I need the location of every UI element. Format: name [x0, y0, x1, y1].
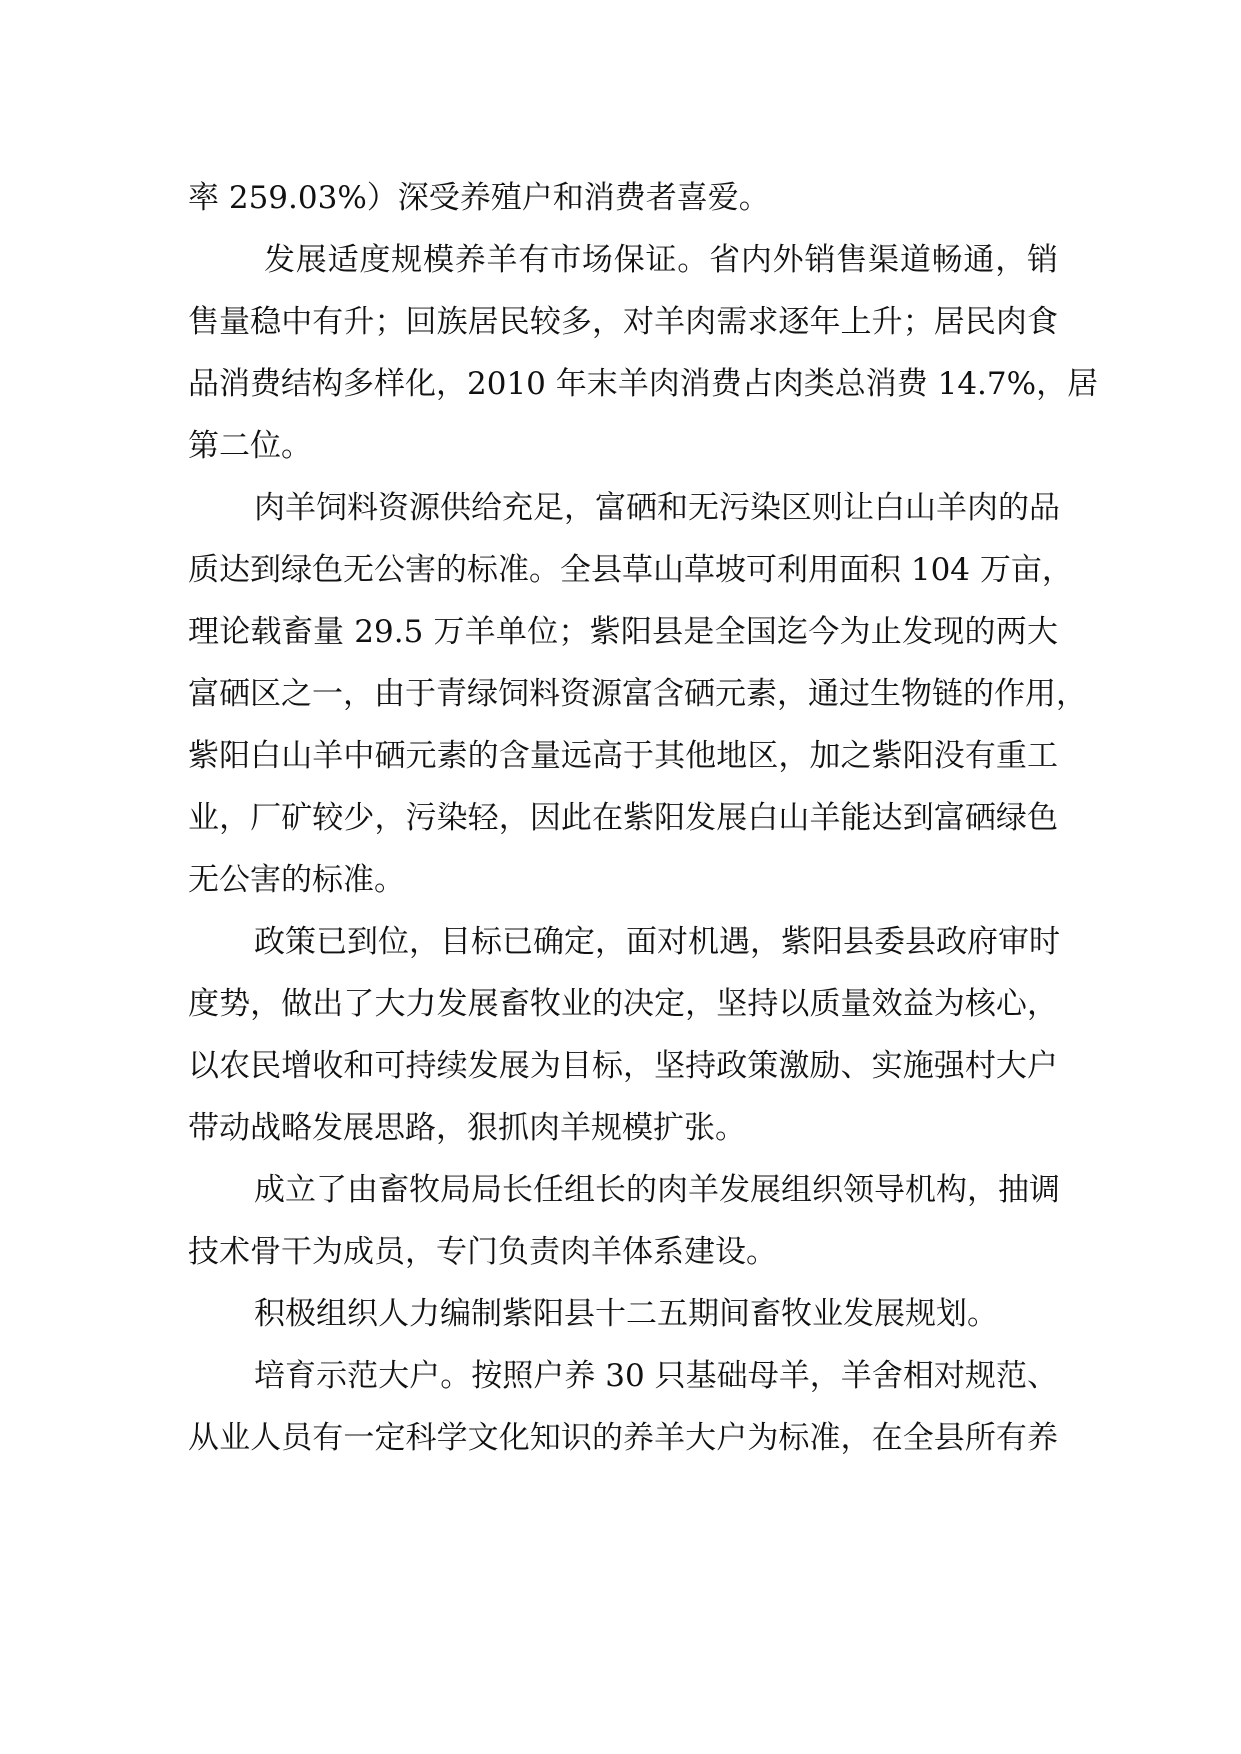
- text-line: 富硒区之一，由于青绿饲料资源富含硒元素，通过生物链的作用，: [188, 676, 1087, 712]
- text-line: 成立了由畜牧局局长任组长的肉羊发展组织领导机构，抽调: [254, 1172, 1060, 1208]
- text-line: 品消费结构多样化，2010 年末羊肉消费占肉类总消费 14.7%，居: [188, 366, 1099, 402]
- paragraph-3: [188, 477, 1087, 911]
- text-line: 肉羊饲料资源供给充足，富硒和无污染区则让白山羊肉的品: [254, 490, 1060, 526]
- paragraph-5: [188, 1159, 1058, 1283]
- text-line: 度势，做出了大力发展畜牧业的决定，坚持以质量效益为核心，: [188, 986, 1058, 1022]
- paragraph-1: [188, 167, 1058, 229]
- paragraph-4: [188, 911, 1058, 1159]
- text-line: 以农民增收和可持续发展为目标，坚持政策激励、实施强村大户: [188, 1048, 1058, 1084]
- text-line: 从业人员有一定科学文化知识的养羊大户为标准，在全县所有养: [188, 1420, 1058, 1456]
- text-line: 理论载畜量 29.5 万羊单位；紫阳县是全国迄今为止发现的两大: [188, 614, 1058, 650]
- text-line: 率 259.03%）深受养殖户和消费者喜爱。: [188, 180, 770, 216]
- text-line: 无公害的标准。: [188, 862, 405, 898]
- text-line: 业，厂矿较少，污染轻，因此在紫阳发展白山羊能达到富硒绿色: [188, 800, 1058, 836]
- text-line: 政策已到位，目标已确定，面对机遇，紫阳县委县政府审时: [254, 924, 1060, 960]
- text-line: 第二位。: [188, 428, 312, 464]
- text-line: 带动战略发展思路，狠抓肉羊规模扩张。: [188, 1110, 746, 1146]
- document-body: [188, 167, 1099, 1469]
- text-line: 技术骨干为成员，专门负责肉羊体系建设。: [188, 1234, 777, 1270]
- paragraph-7: [188, 1345, 1058, 1469]
- text-line: 紫阳白山羊中硒元素的含量远高于其他地区，加之紫阳没有重工: [188, 738, 1058, 774]
- paragraph-6: [188, 1283, 1058, 1345]
- paragraph-2: [188, 229, 1099, 477]
- text-line: 培育示范大户。按照户养 30 只基础母羊，羊舍相对规范、: [254, 1358, 1058, 1394]
- text-line: 发展适度规模养羊有市场保证。省内外销售渠道畅通，销: [264, 242, 1058, 278]
- text-line: 质达到绿色无公害的标准。全县草山草坡可利用面积 104 万亩，: [188, 552, 1073, 588]
- text-line: 售量稳中有升；回族居民较多，对羊肉需求逐年上升；居民肉食: [188, 304, 1058, 340]
- text-line: 积极组织人力编制紫阳县十二五期间畜牧业发展规划。: [254, 1296, 998, 1332]
